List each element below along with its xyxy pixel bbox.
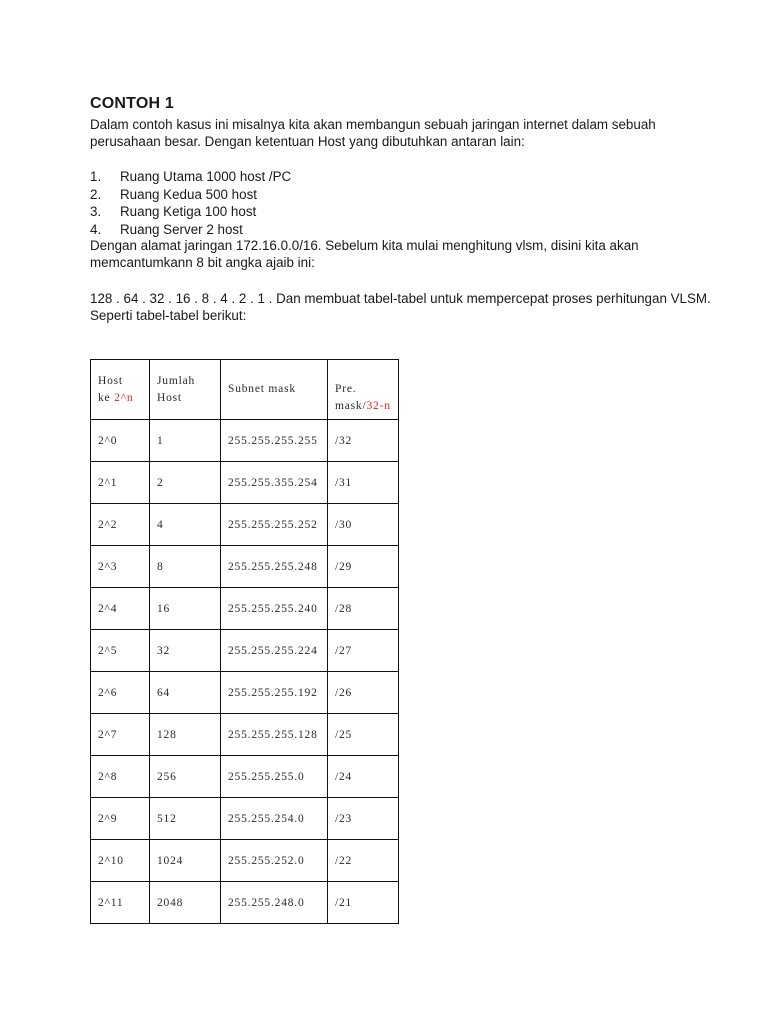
table-row: [91, 756, 399, 798]
network-paragraph: [90, 237, 690, 271]
cell-prefix: /24: [328, 756, 399, 798]
header-text: Host: [98, 374, 123, 387]
list-number: 2.: [90, 186, 102, 202]
cell-power: 2^5: [91, 630, 150, 672]
table-header-row: [91, 360, 399, 420]
table-row: [91, 798, 399, 840]
table-row: [91, 672, 399, 714]
cell-host-count: 1024: [150, 840, 221, 882]
cell-prefix: /30: [328, 504, 399, 546]
network-line: memcantumkann 8 bit angka ajaib ini:: [90, 255, 315, 270]
intro-line: perusahaan besar. Dengan ketentuan Host yang dibutuhkan antaran lain:: [90, 134, 525, 149]
list-number: 1.: [90, 169, 102, 184]
header-prefix-mask: [328, 360, 399, 420]
table-body: [91, 420, 399, 924]
cell-prefix: /25: [328, 714, 399, 756]
cell-prefix: /27: [328, 630, 399, 672]
header-red-text: 32-n: [366, 400, 391, 412]
cell-power: 2^6: [91, 672, 150, 714]
cell-subnet-mask: 255.255.255.224: [221, 630, 328, 672]
intro-paragraph: [90, 116, 690, 150]
list-item: [90, 168, 690, 186]
cell-power: 2^11: [91, 882, 150, 924]
cell-prefix: /26: [328, 672, 399, 714]
cell-prefix: /29: [328, 546, 399, 588]
cell-host-count: 512: [150, 798, 221, 840]
table-row: [91, 840, 399, 882]
header-jumlah-host: [150, 360, 221, 420]
cell-power: 2^9: [91, 798, 150, 840]
cell-host-count: 64: [150, 672, 221, 714]
table-row: [91, 882, 399, 924]
cell-subnet-mask: 255.255.254.0: [221, 798, 328, 840]
cell-host-count: 16: [150, 588, 221, 630]
intro-line: Dalam contoh kasus ini misalnya kita akan membangun sebuah jaringan internet dalam sebuah: [90, 117, 656, 132]
list-text: Ruang Server 2 host: [120, 221, 243, 237]
header-text: ke: [98, 391, 115, 404]
cell-host-count: 4: [150, 504, 221, 546]
list-text: Ruang Utama 1000 host /PC: [120, 169, 292, 184]
cell-prefix: /28: [328, 588, 399, 630]
table-row: [91, 504, 399, 546]
header-text: Pre.: [335, 383, 357, 395]
list-number: 3.: [90, 204, 102, 219]
cell-subnet-mask: 255.255.248.0: [221, 882, 328, 924]
cell-prefix: /32: [328, 420, 399, 462]
cell-power: 2^2: [91, 504, 150, 546]
cell-host-count: 8: [150, 546, 221, 588]
cell-power: 2^8: [91, 756, 150, 798]
list-text: Ruang Ketiga 100 host: [120, 204, 257, 219]
cell-subnet-mask: 255.255.255.240: [221, 588, 328, 630]
header-text: Subnet mask: [228, 383, 296, 395]
cell-host-count: 2048: [150, 882, 221, 924]
table-row: [91, 714, 399, 756]
header-text: Jumlah: [157, 374, 196, 387]
cell-prefix: /22: [328, 840, 399, 882]
cell-power: 2^10: [91, 840, 150, 882]
vlsm-table: [90, 359, 399, 924]
table-row: [91, 588, 399, 630]
bits-paragraph: [90, 290, 730, 324]
cell-subnet-mask: 255.255.255.255: [221, 420, 328, 462]
header-red-text: 2^n: [114, 391, 134, 404]
table-row: [91, 630, 399, 672]
header-text: Host: [157, 391, 182, 404]
cell-power: 2^1: [91, 462, 150, 504]
cell-subnet-mask: 255.255.252.0: [221, 840, 328, 882]
cell-subnet-mask: 255.255.255.128: [221, 714, 328, 756]
cell-power: 2^4: [91, 588, 150, 630]
cell-subnet-mask: 255.255.255.192: [221, 672, 328, 714]
header-text: mask/: [335, 400, 367, 412]
cell-power: 2^7: [91, 714, 150, 756]
list-item: [90, 221, 690, 239]
host-requirements-list: [90, 168, 690, 238]
document-title: CONTOH 1: [90, 95, 174, 112]
table-row: [91, 546, 399, 588]
cell-subnet-mask: 255.255.255.252: [221, 504, 328, 546]
cell-host-count: 256: [150, 756, 221, 798]
header-subnet-mask: [221, 360, 328, 420]
list-item: [90, 186, 690, 204]
header-host-ke: [91, 360, 150, 420]
cell-subnet-mask: 255.255.355.254: [221, 462, 328, 504]
cell-host-count: 1: [150, 420, 221, 462]
table-row: [91, 420, 399, 462]
cell-prefix: /23: [328, 798, 399, 840]
cell-host-count: 32: [150, 630, 221, 672]
cell-subnet-mask: 255.255.255.248: [221, 546, 328, 588]
cell-power: 2^0: [91, 420, 150, 462]
list-text: Ruang Kedua 500 host: [120, 186, 257, 202]
cell-host-count: 2: [150, 462, 221, 504]
list-item: [90, 203, 690, 221]
table-row: [91, 462, 399, 504]
cell-power: 2^3: [91, 546, 150, 588]
cell-subnet-mask: 255.255.255.0: [221, 756, 328, 798]
cell-prefix: /21: [328, 882, 399, 924]
cell-prefix: /31: [328, 462, 399, 504]
cell-host-count: 128: [150, 714, 221, 756]
list-number: 4.: [90, 221, 102, 237]
bits-line: Seperti tabel-tabel berikut:: [90, 308, 247, 323]
bits-line: 128 . 64 . 32 . 16 . 8 . 4 . 2 . 1 . Dan membuat tabel-tabel untuk mempercepat proses perhitungan VLSM.: [90, 291, 711, 306]
network-line: Dengan alamat jaringan 172.16.0.0/16. Sebelum kita mulai menghitung vlsm, disini kita akan: [90, 238, 639, 253]
